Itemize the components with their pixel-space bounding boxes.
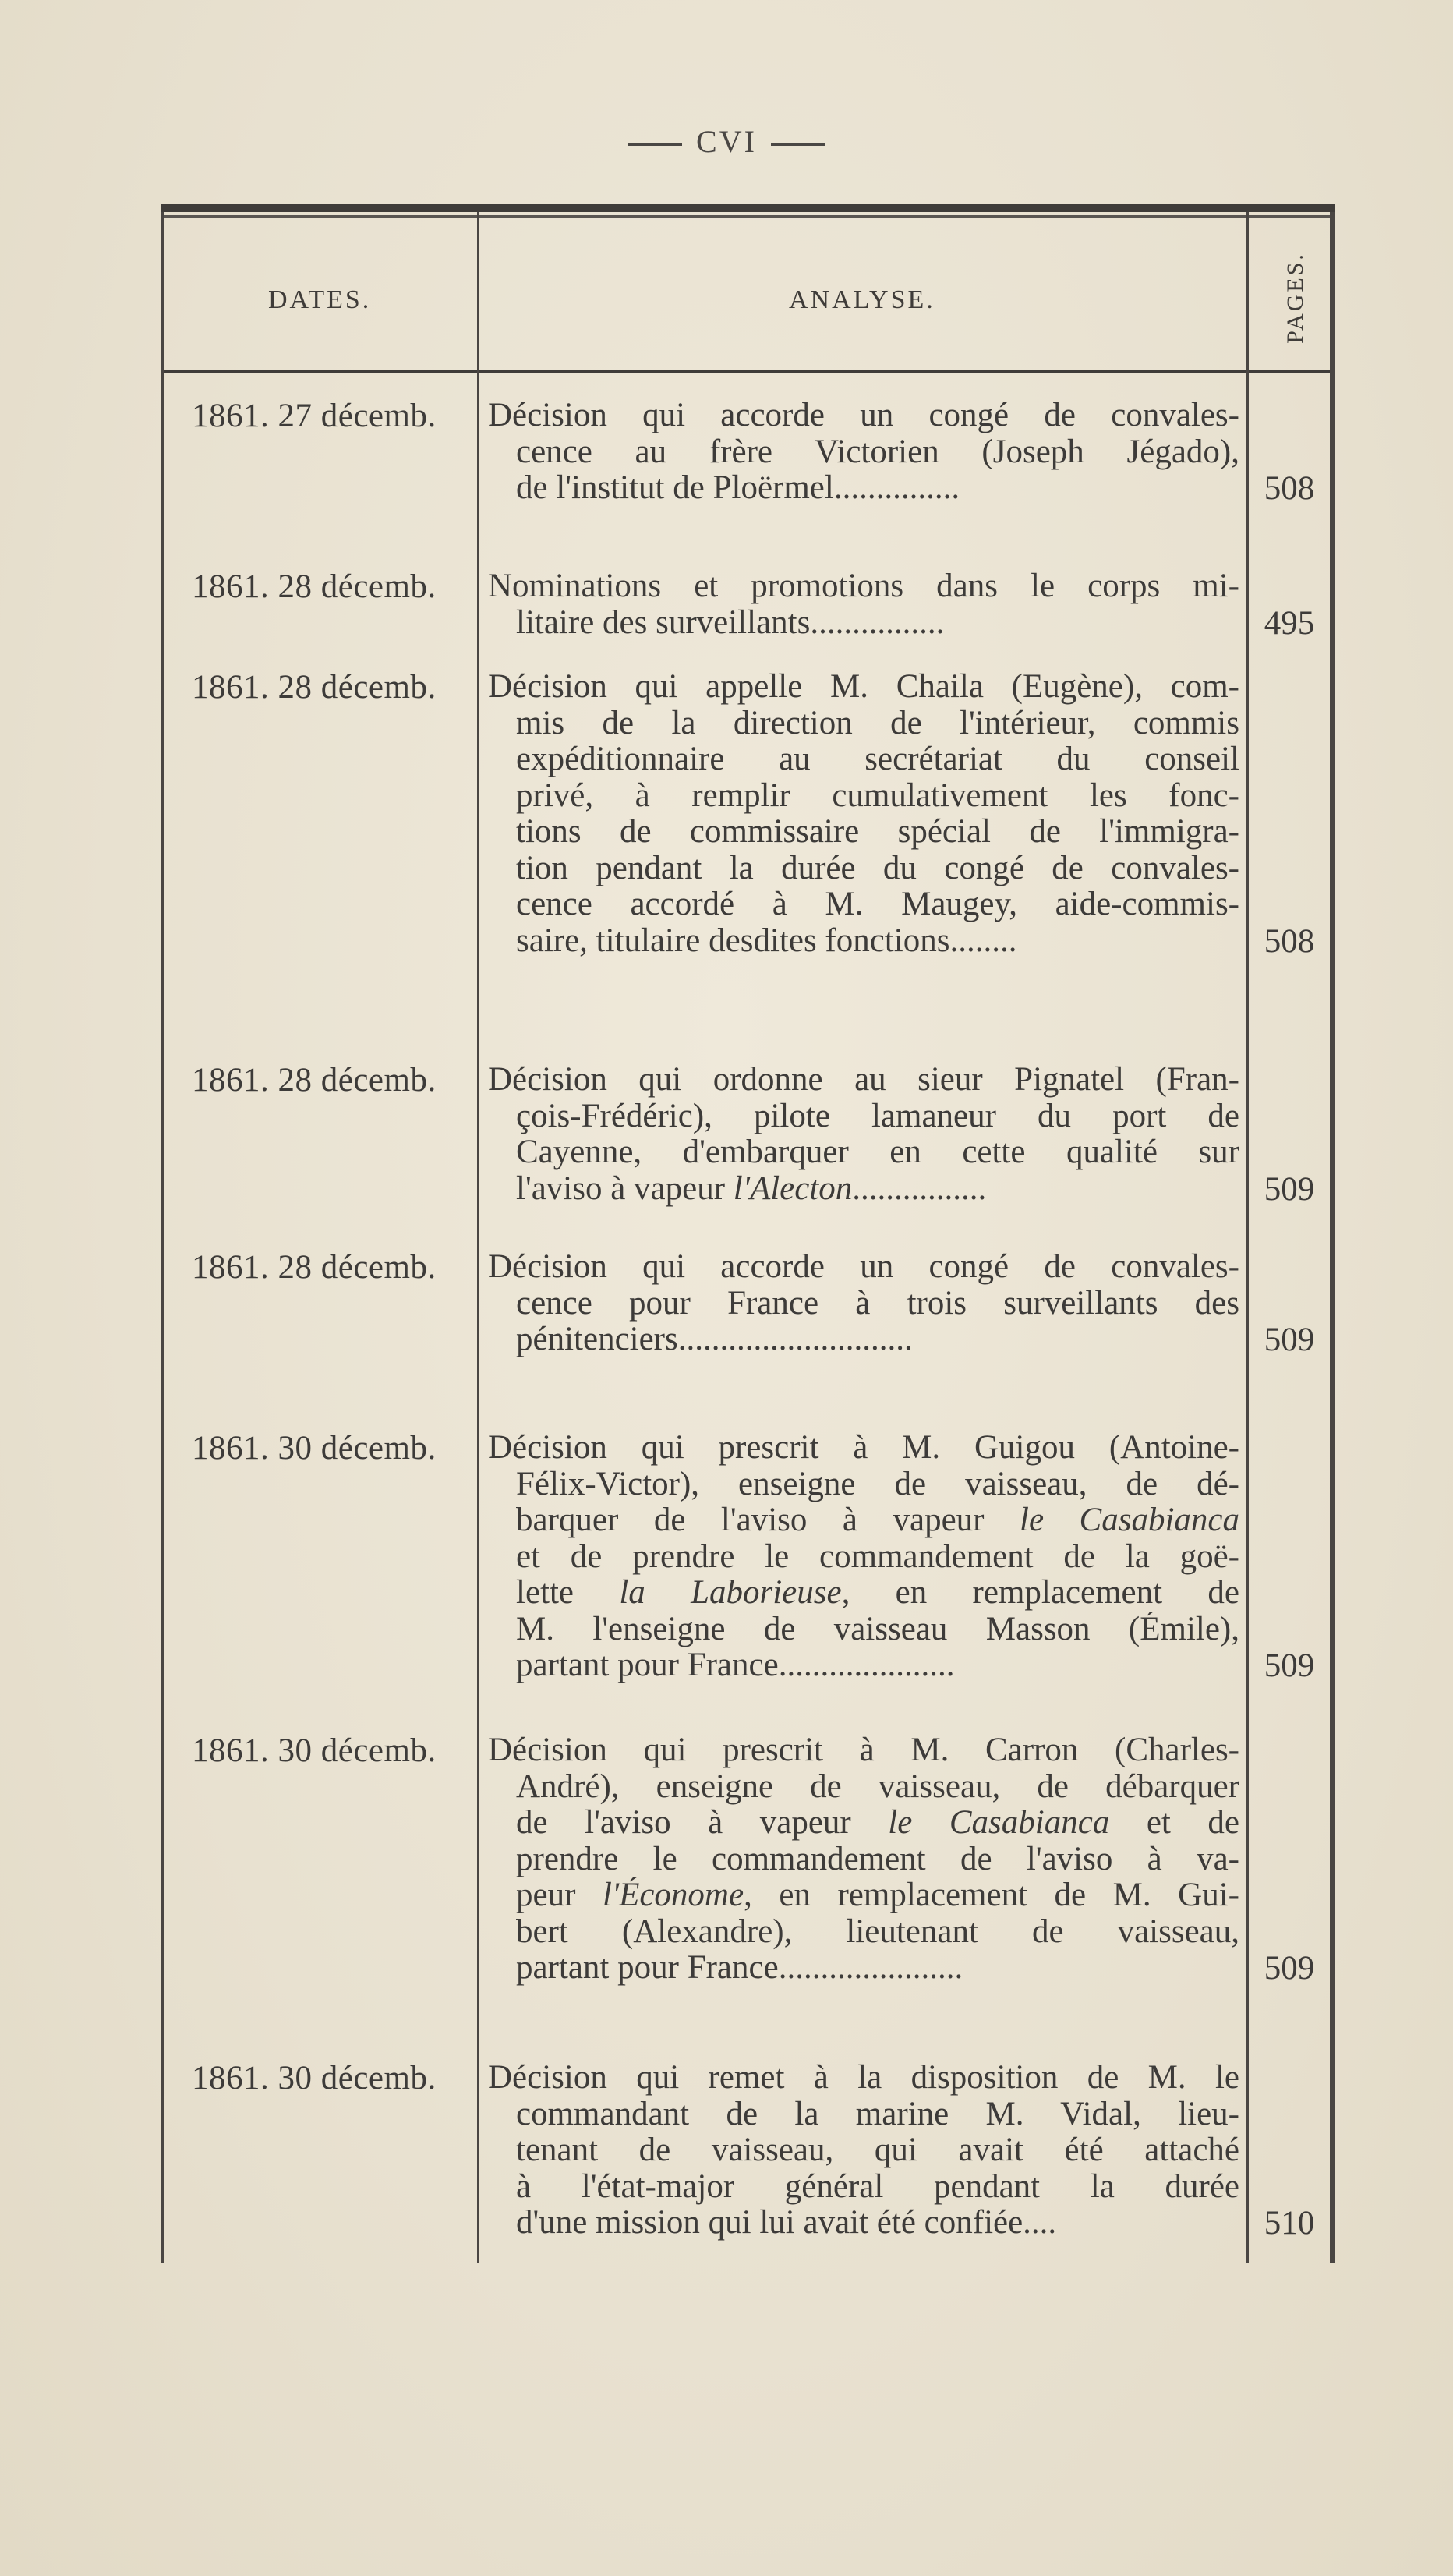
- entry-analysis: [488, 568, 1239, 641]
- analysis-line: barquer de l'aviso à vapeur le Casabianca: [516, 1502, 1239, 1538]
- analysis-line: Cayenne, d'embarquer en cette qualité sur: [516, 1134, 1239, 1170]
- analysis-line: mis de la direction de l'intérieur, commis: [516, 705, 1239, 741]
- analysis-line: çois-Frédéric), pilote lamaneur du port de: [516, 1098, 1239, 1134]
- entry-analysis: [488, 669, 1239, 959]
- entry-page-number: 508: [1264, 470, 1315, 507]
- column-header-pages: PAGES.: [1282, 252, 1308, 344]
- entry-page-number: 508: [1264, 922, 1315, 960]
- entry-page-number: 509: [1264, 1950, 1315, 1987]
- analysis-line: André), enseigne de vaisseau, de débarquer: [516, 1768, 1239, 1805]
- analysis-line: Félix-Victor), enseigne de vaisseau, de dé-: [516, 1466, 1239, 1502]
- entry-analysis: [488, 2060, 1239, 2242]
- head-dash-left: [628, 143, 682, 146]
- analysis-line: expéditionnaire au secrétariat du conseil: [516, 741, 1239, 777]
- analysis-line: Décision qui remet à la disposition de M. le: [488, 2060, 1239, 2096]
- entry-date: 1861. 30 décemb.: [192, 1732, 437, 1769]
- analysis-line: litaire des surveillants................: [516, 604, 945, 641]
- header-bottom-rule: [161, 370, 1335, 373]
- analysis-line: pénitenciers............................: [516, 1322, 913, 1357]
- analysis-line: saire, titulaire desdites fonctions........: [516, 922, 1017, 959]
- analysis-line: lette la Laborieuse, en remplacement de: [516, 1575, 1239, 1611]
- analysis-line: cence pour France à trois surveillants des: [516, 1285, 1239, 1322]
- analysis-line: partant pour France......................: [516, 1950, 963, 1986]
- analysis-line: de l'institut de Ploërmel...............: [516, 470, 960, 506]
- entry-page-number: 495: [1264, 604, 1315, 642]
- entry-page-number: 510: [1264, 2205, 1315, 2242]
- running-head-label: CVI: [696, 124, 757, 159]
- table-right-border: [1330, 212, 1335, 2263]
- column-header-pages-cell: [1266, 235, 1325, 360]
- analysis-line: Décision qui prescrit à M. Guigou (Antoine-: [488, 1430, 1239, 1466]
- entry-analysis: [488, 1062, 1239, 1207]
- analysis-line: cence au frère Victorien (Joseph Jégado),: [516, 433, 1239, 470]
- analysis-line: Décision qui prescrit à M. Carron (Charles-: [488, 1732, 1239, 1768]
- analysis-line: Décision qui appelle M. Chaila (Eugène), com-: [488, 669, 1239, 705]
- analysis-line: bert (Alexandre), lieutenant de vaisseau,: [516, 1913, 1239, 1950]
- entry-page-number: 509: [1264, 1170, 1315, 1208]
- entry-analysis: [488, 1430, 1239, 1684]
- column-header-analyse: ANALYSE.: [789, 285, 935, 314]
- column-separator-dates: [477, 212, 479, 2263]
- analysis-line: l'aviso à vapeur l'Alecton................: [516, 1170, 987, 1207]
- analysis-line: d'une mission qui lui avait été confiée....: [516, 2205, 1057, 2241]
- analysis-line: de l'aviso à vapeur le Casabianca et de: [516, 1805, 1239, 1841]
- table-left-border: [161, 212, 164, 2263]
- analysis-line: Décision qui accorde un congé de convales-: [488, 398, 1239, 433]
- analysis-line: peur l'Économe, en remplacement de M. Gui-: [516, 1877, 1239, 1913]
- entry-analysis: [488, 398, 1239, 507]
- column-separator-pages: [1246, 212, 1249, 2263]
- analysis-line: tenant de vaisseau, qui avait été attaché: [516, 2132, 1239, 2168]
- entry-date: 1861. 28 décemb.: [192, 669, 437, 706]
- analysis-line: Décision qui ordonne au sieur Pignatel (Fran-: [488, 1062, 1239, 1098]
- analysis-line: privé, à remplir cumulativement les fonc-: [516, 777, 1239, 814]
- analysis-line: Décision qui accorde un congé de convales-: [488, 1249, 1239, 1285]
- entry-date: 1861. 28 décemb.: [192, 568, 437, 605]
- analysis-line: tion pendant la durée du congé de convales-: [516, 850, 1239, 886]
- entry-page-number: 509: [1264, 1647, 1315, 1684]
- entry-page-number: 509: [1264, 1322, 1315, 1358]
- running-head: [0, 123, 1453, 160]
- analysis-line: prendre le commandement de l'aviso à va-: [516, 1841, 1239, 1877]
- analysis-line: M. l'enseigne de vaisseau Masson (Émile),: [516, 1611, 1239, 1647]
- index-table: [161, 204, 1335, 2263]
- column-header-dates: DATES.: [268, 285, 372, 314]
- analysis-line: commandant de la marine M. Vidal, lieu-: [516, 2096, 1239, 2132]
- table-top-rule-thin: [161, 215, 1335, 218]
- analysis-line: Nominations et promotions dans le corps mi-: [488, 568, 1239, 604]
- analysis-line: tions de commissaire spécial de l'immigra-: [516, 814, 1239, 850]
- head-dash-right: [771, 143, 825, 146]
- entry-analysis: [488, 1732, 1239, 1987]
- table-top-rule: [161, 204, 1335, 212]
- analysis-line: à l'état-major général pendant la durée: [516, 2168, 1239, 2205]
- entry-date: 1861. 28 décemb.: [192, 1249, 437, 1286]
- entry-analysis: [488, 1249, 1239, 1358]
- entry-date: 1861. 27 décemb.: [192, 398, 437, 434]
- entry-date: 1861. 30 décemb.: [192, 2060, 437, 2097]
- entry-date: 1861. 30 décemb.: [192, 1430, 437, 1467]
- analysis-line: et de prendre le commandement de la goë-: [516, 1538, 1239, 1575]
- entry-date: 1861. 28 décemb.: [192, 1062, 437, 1099]
- analysis-line: cence accordé à M. Maugey, aide-commis-: [516, 886, 1239, 922]
- analysis-line: partant pour France.....................: [516, 1647, 955, 1683]
